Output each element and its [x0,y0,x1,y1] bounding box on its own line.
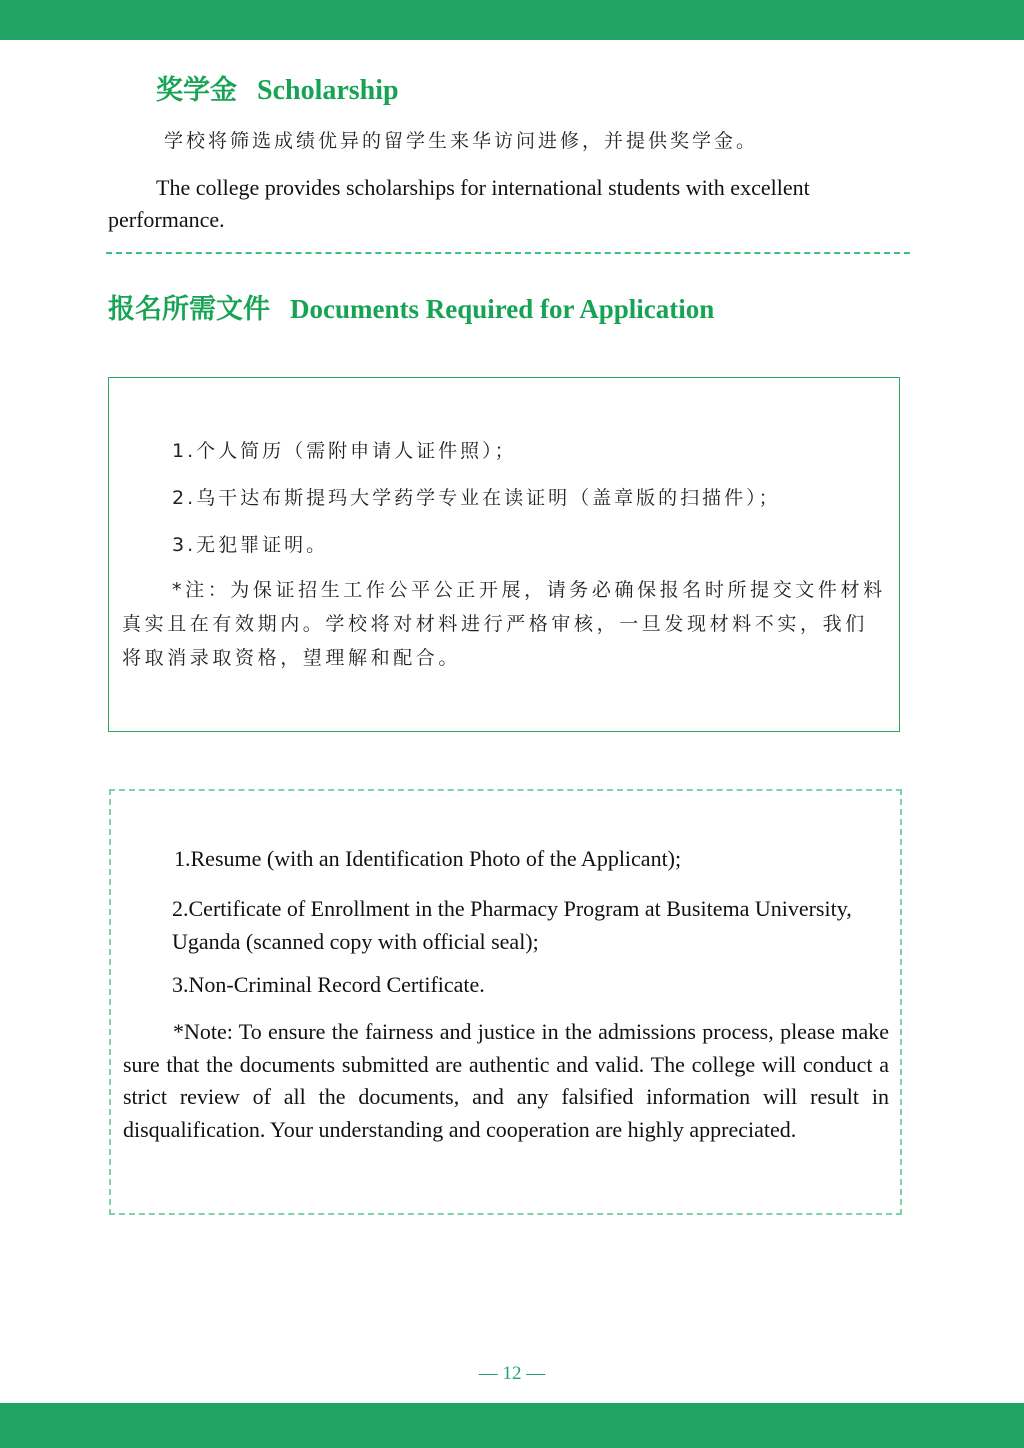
cn-note: *注：为保证招生工作公平公正开展，请务必确保报名时所提交文件材料真实且在有效期内。学校将对材料进行严格审核，一旦发现材料不实，我们将取消录取资格，望理解和配合。 [122,579,886,669]
bottom-color-bar [0,1403,1024,1448]
en-requirement-item: 3.Non-Criminal Record Certificate. [172,972,485,997]
scholarship-title-en: Scholarship [257,75,399,106]
section-divider [106,252,910,254]
documents-heading [108,287,714,326]
scholarship-title-cn: 奖学金 [156,75,237,106]
documents-title-en: Documents Required for Application [290,294,715,324]
en-note: *Note: To ensure the fairness and justice in the admissions process, please make sure that the documents submitted are authentic and valid. The college will conduct a strict review of all the documents, and any falsified information will result in disqualification. Your understanding and cooperation are highly appreciated. [123,1019,889,1142]
documents-title-cn: 报名所需文件 [108,294,270,325]
scholarship-text-en: The college provides scholarships for international students with excellent performance. [108,175,810,232]
en-requirement-item: 2.Certificate of Enrollment in the Pharmacy Program at Busitema University, Uganda (scanned copy with official seal); [172,896,852,954]
top-color-bar [0,0,1024,40]
cn-requirement-item: 3.无犯罪证明。 [172,534,329,556]
page-number: — 12 — [478,1363,546,1384]
scholarship-text-cn: 学校将筛选成绩优异的留学生来华访问进修，并提供奖学金。 [164,130,759,152]
scholarship-heading [156,68,399,107]
cn-requirement-item: 2.乌干达布斯提玛大学药学专业在读证明（盖章版的扫描件）； [172,487,781,509]
en-requirement-item: 1.Resume (with an Identification Photo of the Applicant); [174,846,682,871]
cn-requirement-item: 1.个人简历（需附申请人证件照）； [172,440,517,462]
